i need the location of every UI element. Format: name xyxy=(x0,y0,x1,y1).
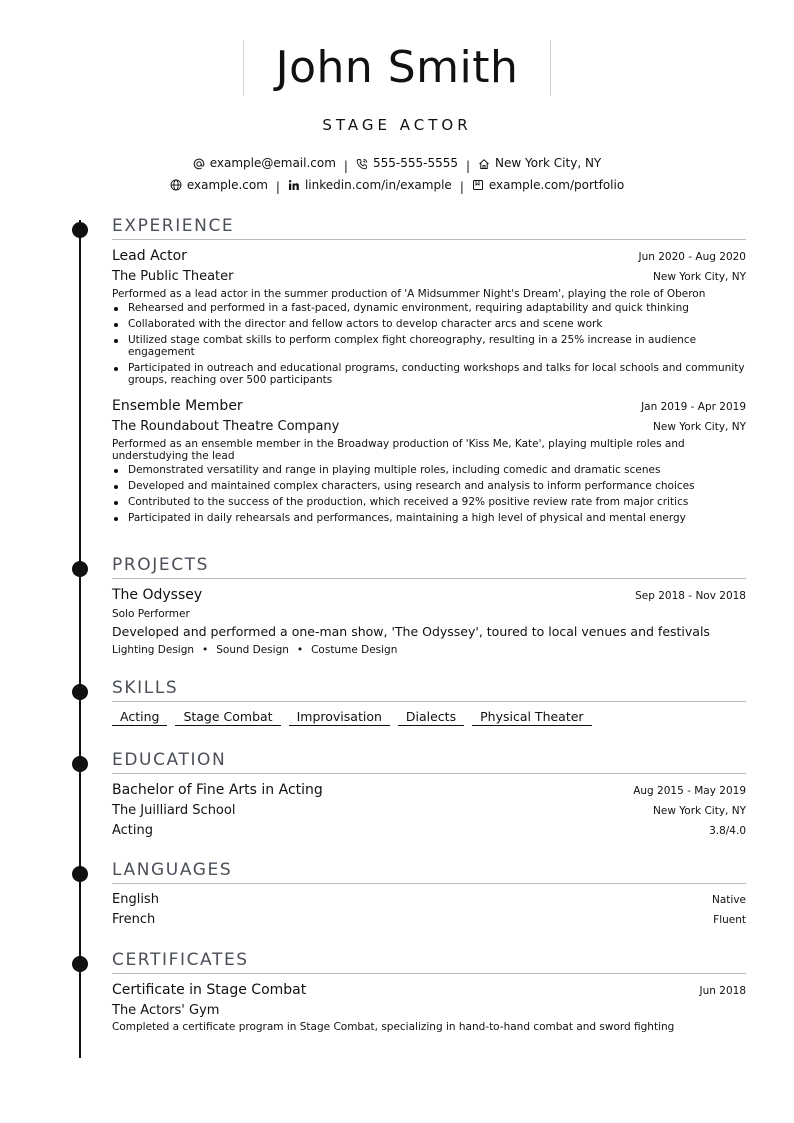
highlight-item: Participated in outreach and educational programs, conducting workshops and talks for local schools and community groups, reaching over 500 participants xyxy=(112,362,746,386)
entry-summary: Performed as a lead actor in the summer production of 'A Midsummer Night's Dream', playing the role of Oberon xyxy=(112,288,706,300)
section-divider xyxy=(112,578,746,579)
linkedin-icon xyxy=(288,179,300,191)
certificate-date: Jun 2018 xyxy=(699,985,746,997)
skill-tag: Acting xyxy=(112,708,167,726)
school-row xyxy=(112,801,746,821)
section-title: PROJECTS xyxy=(112,555,210,575)
entry-org-row xyxy=(112,417,746,437)
study-field: Acting xyxy=(112,823,154,838)
project-keywords xyxy=(112,642,746,658)
entry-location: New York City, NY xyxy=(653,271,746,283)
experience-entry xyxy=(112,396,746,524)
contact-line-2 xyxy=(0,176,794,198)
entry-dates: Jun 2020 - Aug 2020 xyxy=(638,251,746,263)
entry-role: Lead Actor xyxy=(112,248,187,264)
section-divider xyxy=(112,239,746,240)
phone-icon xyxy=(356,158,368,170)
experience-section xyxy=(112,214,746,528)
language-row xyxy=(112,890,746,910)
entry-location: New York City, NY xyxy=(653,421,746,433)
certificate-entry xyxy=(112,980,746,1033)
entry-highlights xyxy=(112,302,746,386)
school-name: The Juilliard School xyxy=(112,803,236,818)
contact-info xyxy=(0,154,794,197)
field-row xyxy=(112,821,746,841)
degree: Bachelor of Fine Arts in Acting xyxy=(112,782,323,798)
entry-header xyxy=(112,585,746,606)
language-row xyxy=(112,910,746,930)
resume-header xyxy=(0,40,794,197)
certificate-issuer: The Actors' Gym xyxy=(112,1003,220,1018)
timeline-dot xyxy=(72,956,88,972)
project-entry xyxy=(112,585,746,658)
name-frame xyxy=(243,40,552,96)
projects-section xyxy=(112,553,746,658)
section-title: CERTIFICATES xyxy=(112,950,249,970)
timeline-dot xyxy=(72,756,88,772)
section-title: EXPERIENCE xyxy=(112,216,235,236)
entry-dates: Jan 2019 - Apr 2019 xyxy=(641,401,746,413)
language-level: Fluent xyxy=(713,914,746,926)
project-description: Developed and performed a one-man show, 'The Odyssey', toured to local venues and festivals xyxy=(112,624,710,639)
timeline-dot xyxy=(72,222,88,238)
education-section xyxy=(112,748,746,841)
skill-tag: Improvisation xyxy=(289,708,390,726)
skill-tag: Dialects xyxy=(398,708,464,726)
language-name: French xyxy=(112,912,156,927)
location-text: New York City, NY xyxy=(495,156,602,170)
certificate-description: Completed a certificate program in Stage Combat, specializing in hand-to-hand combat and sword fighting xyxy=(112,1021,675,1033)
timeline-dot xyxy=(72,684,88,700)
languages-list xyxy=(112,890,746,930)
bookmark-icon xyxy=(472,179,484,191)
phone-text: 555-555-5555 xyxy=(372,156,458,170)
entry-dates: Sep 2018 - Nov 2018 xyxy=(635,590,746,602)
portfolio-item[interactable] xyxy=(472,176,624,195)
entry-header xyxy=(112,396,746,417)
project-name: The Odyssey xyxy=(112,587,203,603)
section-divider xyxy=(112,883,746,884)
education-entry xyxy=(112,780,746,841)
contact-line-1 xyxy=(0,154,794,176)
certificates-section xyxy=(112,948,746,1033)
section-title: LANGUAGES xyxy=(112,860,233,880)
section-divider xyxy=(112,973,746,974)
entry-header xyxy=(112,980,746,1001)
entry-dates: Aug 2015 - May 2019 xyxy=(633,785,746,797)
email-text: example@email.com xyxy=(209,156,336,170)
keyword-separator: • xyxy=(202,644,209,656)
entry-summary: Performed as an ensemble member in the Broadway production of 'Kiss Me, Kate', playing multiple roles and understudying the lead xyxy=(112,438,685,462)
entry-role: Ensemble Member xyxy=(112,398,243,414)
timeline-dot xyxy=(72,561,88,577)
highlight-item: Participated in daily rehearsals and performances, maintaining a high level of physical and mental energy xyxy=(112,512,746,524)
separator: | xyxy=(343,158,348,173)
highlight-item: Demonstrated versatility and range in playing multiple roles, including comedic and dramatic scenes xyxy=(112,464,746,476)
highlight-item: Developed and maintained complex characters, using research and analysis to inform performance choices xyxy=(112,480,746,492)
website-text: example.com xyxy=(186,177,268,192)
gpa: 3.8/4.0 xyxy=(709,825,746,837)
keyword-separator: • xyxy=(296,644,304,656)
globe-icon xyxy=(170,179,182,191)
highlight-item: Contributed to the success of the production, which received a 92% positive review rate from major critics xyxy=(112,496,746,508)
separator: | xyxy=(465,158,471,173)
portfolio-text: example.com/portfolio xyxy=(488,177,625,192)
entry-org-row xyxy=(112,267,746,287)
section-divider xyxy=(112,773,746,774)
at-icon xyxy=(193,158,205,170)
candidate-name: John Smith xyxy=(275,42,519,93)
school-location: New York City, NY xyxy=(653,805,746,817)
experience-entry xyxy=(112,246,746,386)
entry-header xyxy=(112,246,746,267)
email-item[interactable] xyxy=(193,154,336,173)
entry-highlights xyxy=(112,464,746,524)
skills-section xyxy=(112,676,746,726)
keyword: Costume Design xyxy=(311,644,398,656)
website-item[interactable] xyxy=(170,176,268,195)
entry-org: The Public Theater xyxy=(112,269,234,284)
timeline-line xyxy=(79,220,81,1058)
language-name: English xyxy=(112,892,159,907)
phone-item[interactable] xyxy=(356,154,458,173)
job-title: STAGE ACTOR xyxy=(322,116,472,134)
highlight-item: Collaborated with the director and fellow actors to develop character arcs and scene work xyxy=(112,318,746,330)
project-role: Solo Performer xyxy=(112,608,190,620)
language-level: Native xyxy=(712,894,746,906)
skills-list xyxy=(112,708,746,726)
highlight-item: Rehearsed and performed in a fast-paced, dynamic environment, requiring adaptability and quick thinking xyxy=(112,302,746,314)
section-title: SKILLS xyxy=(112,678,179,698)
entry-header xyxy=(112,780,746,801)
location-item xyxy=(478,154,601,173)
entry-org: The Roundabout Theatre Company xyxy=(112,419,340,434)
linkedin-item[interactable] xyxy=(288,176,452,195)
separator: | xyxy=(459,180,464,194)
certificate-name: Certificate in Stage Combat xyxy=(112,982,307,998)
skill-tag: Physical Theater xyxy=(472,708,591,726)
home-icon xyxy=(478,158,490,170)
separator: | xyxy=(275,180,280,194)
keyword: Lighting Design xyxy=(112,644,195,656)
languages-section xyxy=(112,858,746,930)
highlight-item: Utilized stage combat skills to perform complex fight choreography, resulting in a 25% increase in audience engagement xyxy=(112,334,746,358)
skill-tag: Stage Combat xyxy=(175,708,280,726)
section-title: EDUCATION xyxy=(112,750,227,770)
timeline-dot xyxy=(72,866,88,882)
linkedin-text: linkedin.com/in/example xyxy=(304,177,452,192)
keyword: Sound Design xyxy=(216,644,289,656)
section-divider xyxy=(112,701,746,702)
